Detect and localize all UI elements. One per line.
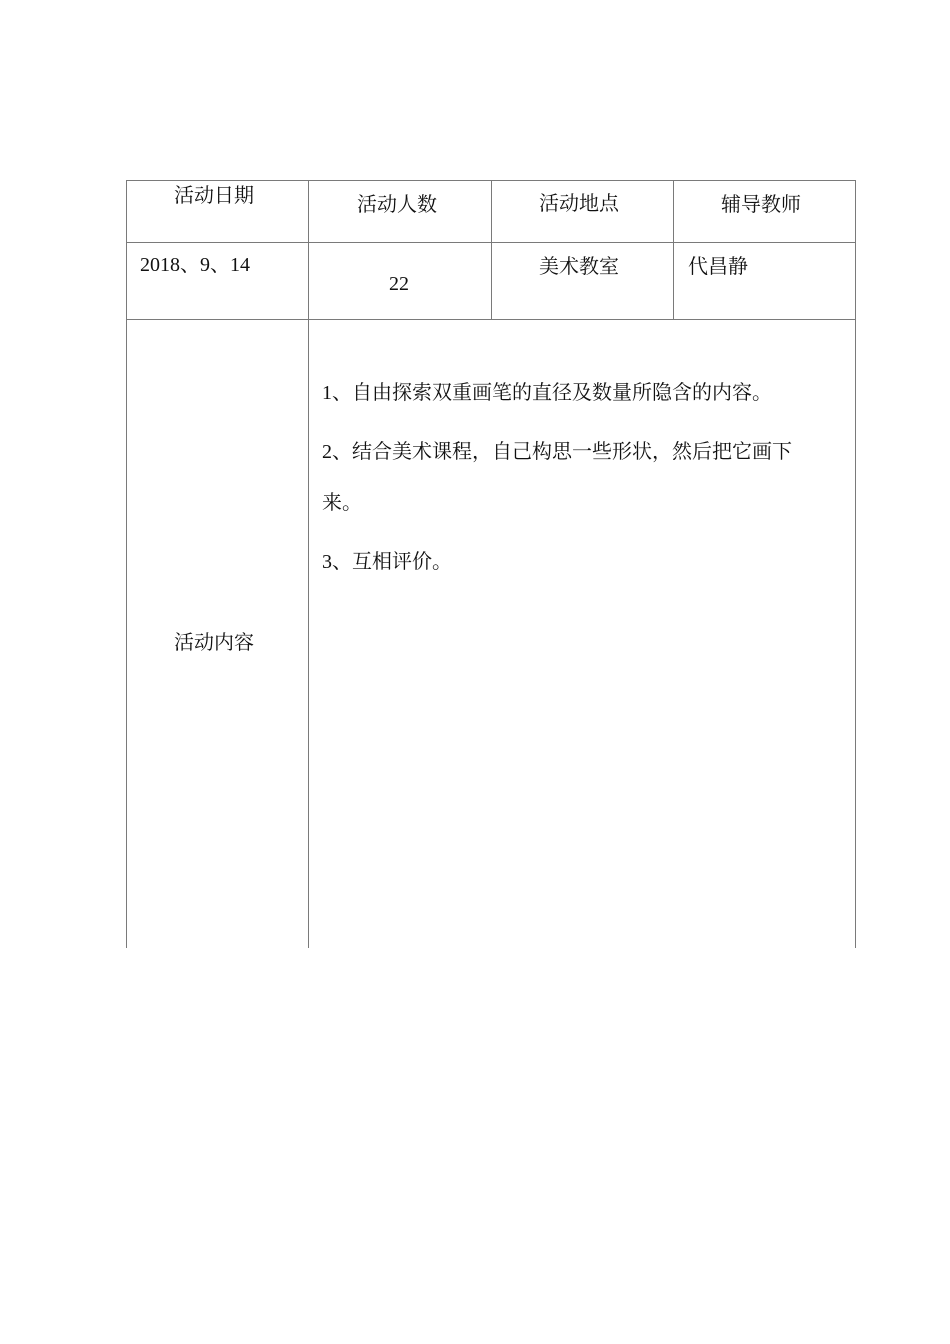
content-item-2 — [322, 439, 792, 464]
content-item-index: 1 — [322, 382, 332, 404]
value-count: 22 — [389, 273, 409, 295]
value-location: 美术教室 — [539, 254, 619, 278]
header-teacher: 辅导教师 — [721, 192, 801, 216]
content-item-text: 、结合美术课程，自己构思一些形状，然后把它画下 — [332, 439, 792, 463]
table-divider-col1 — [308, 180, 309, 948]
content-item-1 — [322, 380, 772, 405]
content-item-2-continued — [322, 490, 362, 515]
table-divider-col3 — [673, 180, 674, 319]
content-item-text: 、互相评价。 — [332, 549, 452, 573]
header-count: 活动人数 — [357, 192, 437, 216]
content-item-index: 3 — [322, 551, 332, 573]
table-divider-col2 — [491, 180, 492, 319]
content-item-text: 、自由探索双重画笔的直径及数量所隐含的内容。 — [332, 380, 772, 404]
content-item-index: 2 — [322, 441, 332, 463]
table-border-right — [855, 180, 856, 948]
header-location: 活动地点 — [539, 191, 619, 215]
table-divider-row — [126, 319, 856, 320]
value-date: 2018、9、14 — [140, 254, 250, 276]
table-border-left — [126, 180, 127, 948]
content-item-text: 来。 — [322, 490, 362, 514]
header-date: 活动日期 — [174, 183, 254, 207]
value-teacher: 代昌静 — [688, 254, 748, 278]
content-label: 活动内容 — [174, 630, 254, 654]
content-item-3 — [322, 549, 452, 574]
